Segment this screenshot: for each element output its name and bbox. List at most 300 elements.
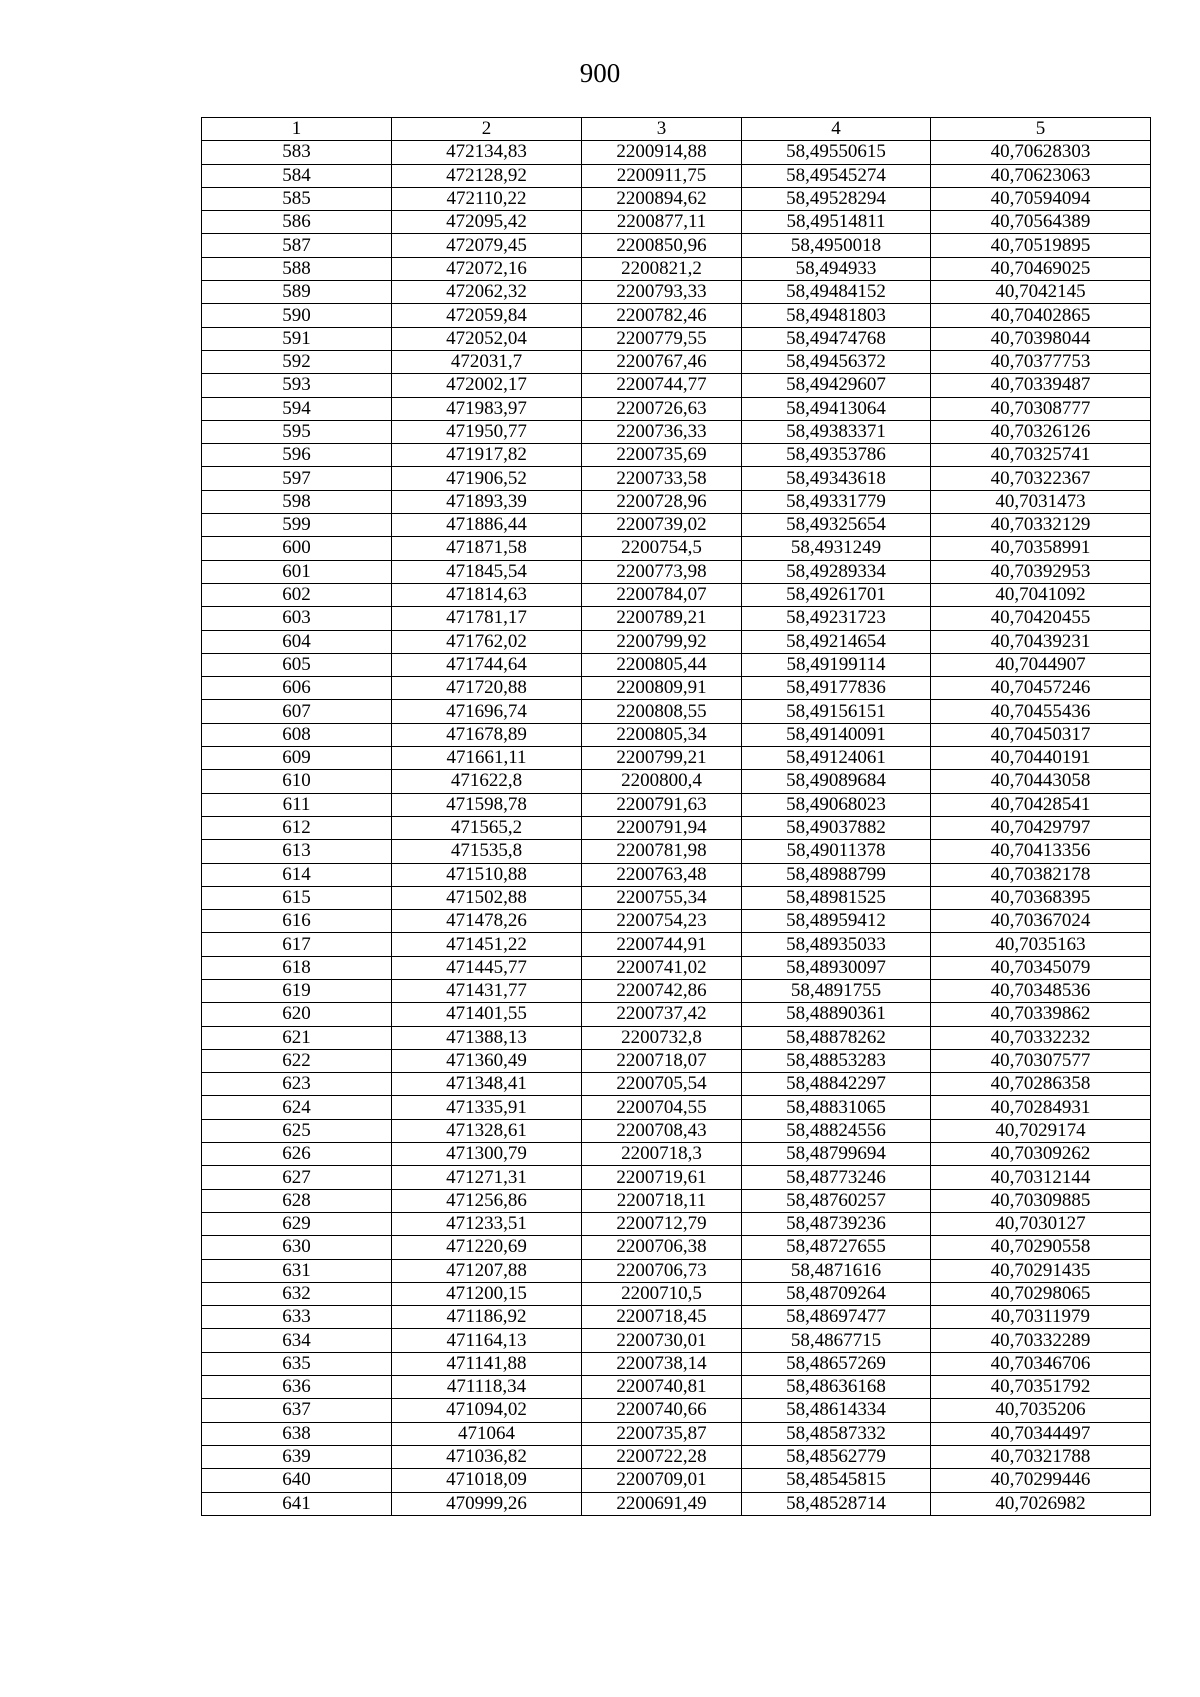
table-cell: 2200911,75 (582, 164, 742, 187)
table-cell: 40,70469025 (931, 257, 1151, 280)
table-cell: 2200773,98 (582, 560, 742, 583)
table-cell: 639 (202, 1445, 392, 1468)
table-cell: 40,70339862 (931, 1003, 1151, 1026)
table-body (202, 141, 1151, 1516)
table-cell: 635 (202, 1352, 392, 1375)
table-row (202, 700, 1151, 723)
table-row (202, 1282, 1151, 1305)
table-row (202, 1399, 1151, 1422)
table-cell: 590 (202, 304, 392, 327)
table-cell: 2200805,44 (582, 653, 742, 676)
table-cell: 40,70439231 (931, 630, 1151, 653)
table-cell: 2200821,2 (582, 257, 742, 280)
table-cell: 472128,92 (392, 164, 582, 187)
table-cell: 616 (202, 910, 392, 933)
table-cell: 58,48657269 (742, 1352, 931, 1375)
table-cell: 2200754,5 (582, 537, 742, 560)
table-cell: 2200730,01 (582, 1329, 742, 1352)
table-cell: 40,70450317 (931, 723, 1151, 746)
table-row (202, 1212, 1151, 1235)
table-cell: 471118,34 (392, 1376, 582, 1399)
table-row (202, 164, 1151, 187)
table-cell: 40,70440191 (931, 747, 1151, 770)
table-cell: 587 (202, 234, 392, 257)
table-cell: 472062,32 (392, 281, 582, 304)
table-cell: 471781,17 (392, 607, 582, 630)
table-cell: 58,49484152 (742, 281, 931, 304)
table-cell: 2200737,42 (582, 1003, 742, 1026)
table-cell: 471164,13 (392, 1329, 582, 1352)
table-cell: 2200877,11 (582, 211, 742, 234)
table-cell: 2200728,96 (582, 490, 742, 513)
table-cell: 2200755,34 (582, 886, 742, 909)
table-row (202, 1143, 1151, 1166)
table-cell: 2200809,91 (582, 677, 742, 700)
table-header-row (202, 118, 1151, 141)
table-row (202, 793, 1151, 816)
table-cell: 471678,89 (392, 723, 582, 746)
table-cell: 610 (202, 770, 392, 793)
table-cell: 592 (202, 350, 392, 373)
table-cell: 40,70367024 (931, 910, 1151, 933)
table-cell: 40,7044907 (931, 653, 1151, 676)
table-cell: 58,494933 (742, 257, 931, 280)
table-cell: 630 (202, 1236, 392, 1259)
table-cell: 58,48878262 (742, 1026, 931, 1049)
table-cell: 58,49231723 (742, 607, 931, 630)
table-row (202, 1469, 1151, 1492)
table-cell: 58,49089684 (742, 770, 931, 793)
table-cell: 2200740,81 (582, 1376, 742, 1399)
table-cell: 58,49545274 (742, 164, 931, 187)
table-cell: 2200706,73 (582, 1259, 742, 1282)
table-cell: 2200704,55 (582, 1096, 742, 1119)
table-cell: 471814,63 (392, 583, 582, 606)
table-cell: 636 (202, 1376, 392, 1399)
table-cell: 584 (202, 164, 392, 187)
table-cell: 2200799,92 (582, 630, 742, 653)
table-row (202, 420, 1151, 443)
table-cell: 471348,41 (392, 1073, 582, 1096)
table-cell: 40,7031473 (931, 490, 1151, 513)
table-cell: 613 (202, 840, 392, 863)
table-cell: 58,49343618 (742, 467, 931, 490)
table-cell: 471233,51 (392, 1212, 582, 1235)
table-row (202, 863, 1151, 886)
table-cell: 471983,97 (392, 397, 582, 420)
table-cell: 40,70428541 (931, 793, 1151, 816)
table-cell: 617 (202, 933, 392, 956)
table-cell: 58,4867715 (742, 1329, 931, 1352)
table-cell: 605 (202, 653, 392, 676)
table-row (202, 583, 1151, 606)
table-cell: 40,70298065 (931, 1282, 1151, 1305)
table-cell: 58,48760257 (742, 1189, 931, 1212)
table-cell: 40,70332129 (931, 514, 1151, 537)
table-cell: 40,70346706 (931, 1352, 1151, 1375)
table-cell: 58,49261701 (742, 583, 931, 606)
table-cell: 583 (202, 141, 392, 164)
table-row (202, 886, 1151, 909)
table-row (202, 956, 1151, 979)
table-cell: 600 (202, 537, 392, 560)
table-cell: 40,70398044 (931, 327, 1151, 350)
table-cell: 472059,84 (392, 304, 582, 327)
table-cell: 471565,2 (392, 816, 582, 839)
table-cell: 471535,8 (392, 840, 582, 863)
table-cell: 2200718,45 (582, 1306, 742, 1329)
table-cell: 472031,7 (392, 350, 582, 373)
table-cell: 632 (202, 1282, 392, 1305)
table-cell: 621 (202, 1026, 392, 1049)
table-cell: 596 (202, 444, 392, 467)
table-cell: 471186,92 (392, 1306, 582, 1329)
table-cell: 40,7042145 (931, 281, 1151, 304)
table-cell: 471094,02 (392, 1399, 582, 1422)
table-cell: 471141,88 (392, 1352, 582, 1375)
table-cell: 471036,82 (392, 1445, 582, 1468)
table-row (202, 1329, 1151, 1352)
table-cell: 40,70286358 (931, 1073, 1151, 1096)
table-row (202, 1376, 1151, 1399)
table-row (202, 560, 1151, 583)
table-row (202, 1422, 1151, 1445)
table-cell: 591 (202, 327, 392, 350)
table-cell: 58,48799694 (742, 1143, 931, 1166)
table-cell: 58,49528294 (742, 187, 931, 210)
column-header: 3 (582, 118, 742, 141)
table-cell: 638 (202, 1422, 392, 1445)
table-cell: 58,49068023 (742, 793, 931, 816)
table-row (202, 234, 1151, 257)
table-cell: 2200735,69 (582, 444, 742, 467)
table-cell: 471696,74 (392, 700, 582, 723)
table-cell: 40,70299446 (931, 1469, 1151, 1492)
table-cell: 58,48545815 (742, 1469, 931, 1492)
table-cell: 58,49550615 (742, 141, 931, 164)
table-cell: 40,70443058 (931, 770, 1151, 793)
table-cell: 40,70368395 (931, 886, 1151, 909)
table-cell: 597 (202, 467, 392, 490)
table-cell: 58,48959412 (742, 910, 931, 933)
table-cell: 40,70382178 (931, 863, 1151, 886)
table-cell: 58,49353786 (742, 444, 931, 467)
table-row (202, 1259, 1151, 1282)
table-cell: 618 (202, 956, 392, 979)
table-cell: 58,49214654 (742, 630, 931, 653)
table-cell: 40,70623063 (931, 164, 1151, 187)
table-row (202, 1119, 1151, 1142)
table-cell: 40,70348536 (931, 979, 1151, 1002)
table-cell: 2200741,02 (582, 956, 742, 979)
table-cell: 588 (202, 257, 392, 280)
table-cell: 2200706,38 (582, 1236, 742, 1259)
table-cell: 2200740,66 (582, 1399, 742, 1422)
table-cell: 40,70332289 (931, 1329, 1151, 1352)
table-cell: 58,49429607 (742, 374, 931, 397)
table-cell: 594 (202, 397, 392, 420)
table-row (202, 1073, 1151, 1096)
table-cell: 2200712,79 (582, 1212, 742, 1235)
table-cell: 471502,88 (392, 886, 582, 909)
table-cell: 58,49481803 (742, 304, 931, 327)
table-row (202, 537, 1151, 560)
table-cell: 2200744,77 (582, 374, 742, 397)
table-cell: 2200800,4 (582, 770, 742, 793)
table-cell: 471720,88 (392, 677, 582, 700)
table-cell: 40,70413356 (931, 840, 1151, 863)
table-cell: 640 (202, 1469, 392, 1492)
table-cell: 40,70284931 (931, 1096, 1151, 1119)
table-row (202, 257, 1151, 280)
table-cell: 2200708,43 (582, 1119, 742, 1142)
table-row (202, 141, 1151, 164)
table-cell: 58,48935033 (742, 933, 931, 956)
table-cell: 58,48773246 (742, 1166, 931, 1189)
table-cell: 602 (202, 583, 392, 606)
table-row (202, 770, 1151, 793)
table-cell: 471950,77 (392, 420, 582, 443)
table-cell: 471917,82 (392, 444, 582, 467)
table-row (202, 350, 1151, 373)
table-row (202, 490, 1151, 513)
table-cell: 472110,22 (392, 187, 582, 210)
table-cell: 472095,42 (392, 211, 582, 234)
table-cell: 625 (202, 1119, 392, 1142)
table-row (202, 677, 1151, 700)
table-cell: 2200805,34 (582, 723, 742, 746)
table-cell: 585 (202, 187, 392, 210)
table-cell: 471207,88 (392, 1259, 582, 1282)
table-cell: 2200735,87 (582, 1422, 742, 1445)
table-cell: 40,70344497 (931, 1422, 1151, 1445)
table-cell: 40,70402865 (931, 304, 1151, 327)
table-cell: 2200733,58 (582, 467, 742, 490)
table-cell: 607 (202, 700, 392, 723)
table-cell: 471886,44 (392, 514, 582, 537)
table-row (202, 1236, 1151, 1259)
table-cell: 58,48562779 (742, 1445, 931, 1468)
table-cell: 472134,83 (392, 141, 582, 164)
table-cell: 626 (202, 1143, 392, 1166)
table-cell: 40,70332232 (931, 1026, 1151, 1049)
table-cell: 471335,91 (392, 1096, 582, 1119)
table-cell: 58,49474768 (742, 327, 931, 350)
table-cell: 471622,8 (392, 770, 582, 793)
table-cell: 2200726,63 (582, 397, 742, 420)
table-cell: 2200709,01 (582, 1469, 742, 1492)
table-cell: 58,48528714 (742, 1492, 931, 1515)
table-cell: 471744,64 (392, 653, 582, 676)
table-cell: 2200719,61 (582, 1166, 742, 1189)
table-cell: 2200739,02 (582, 514, 742, 537)
table-cell: 40,7035163 (931, 933, 1151, 956)
table-cell: 58,49124061 (742, 747, 931, 770)
table-cell: 40,70312144 (931, 1166, 1151, 1189)
table-cell: 586 (202, 211, 392, 234)
table-cell: 2200710,5 (582, 1282, 742, 1305)
table-cell: 634 (202, 1329, 392, 1352)
column-header: 5 (931, 118, 1151, 141)
table-cell: 631 (202, 1259, 392, 1282)
table-row (202, 979, 1151, 1002)
table-cell: 2200914,88 (582, 141, 742, 164)
table-cell: 2200718,11 (582, 1189, 742, 1212)
table-row (202, 653, 1151, 676)
table-cell: 58,49011378 (742, 840, 931, 863)
table-cell: 2200791,94 (582, 816, 742, 839)
table-row (202, 1492, 1151, 1515)
table-cell: 471388,13 (392, 1026, 582, 1049)
table-row (202, 607, 1151, 630)
table-cell: 58,48890361 (742, 1003, 931, 1026)
table-cell: 40,70326126 (931, 420, 1151, 443)
table-cell: 40,70455436 (931, 700, 1151, 723)
table-cell: 603 (202, 607, 392, 630)
table-row (202, 1049, 1151, 1072)
table-cell: 608 (202, 723, 392, 746)
table-cell: 641 (202, 1492, 392, 1515)
table-cell: 40,70290558 (931, 1236, 1151, 1259)
table-cell: 58,49325654 (742, 514, 931, 537)
table-cell: 593 (202, 374, 392, 397)
table-cell: 40,70325741 (931, 444, 1151, 467)
table-cell: 471200,15 (392, 1282, 582, 1305)
table-cell: 2200791,63 (582, 793, 742, 816)
table-row (202, 444, 1151, 467)
table-cell: 58,49331779 (742, 490, 931, 513)
table-cell: 619 (202, 979, 392, 1002)
table-cell: 589 (202, 281, 392, 304)
table-cell: 58,48930097 (742, 956, 931, 979)
table-cell: 2200718,07 (582, 1049, 742, 1072)
table-cell: 628 (202, 1189, 392, 1212)
table-cell: 58,49037882 (742, 816, 931, 839)
table-cell: 595 (202, 420, 392, 443)
table-cell: 2200738,14 (582, 1352, 742, 1375)
table-cell: 2200691,49 (582, 1492, 742, 1515)
table-cell: 58,48709264 (742, 1282, 931, 1305)
table-cell: 2200808,55 (582, 700, 742, 723)
table-cell: 40,70339487 (931, 374, 1151, 397)
table-cell: 614 (202, 863, 392, 886)
table-cell: 609 (202, 747, 392, 770)
table-cell: 624 (202, 1096, 392, 1119)
table-cell: 471445,77 (392, 956, 582, 979)
table-cell: 40,70351792 (931, 1376, 1151, 1399)
table-row (202, 1026, 1151, 1049)
table-row (202, 304, 1151, 327)
table-cell: 472079,45 (392, 234, 582, 257)
column-header: 1 (202, 118, 392, 141)
table-cell: 472072,16 (392, 257, 582, 280)
table-cell: 627 (202, 1166, 392, 1189)
column-header: 2 (392, 118, 582, 141)
table-cell: 2200732,8 (582, 1026, 742, 1049)
table-cell: 40,70311979 (931, 1306, 1151, 1329)
table-row (202, 514, 1151, 537)
column-header: 4 (742, 118, 931, 141)
table-cell: 471762,02 (392, 630, 582, 653)
table-row (202, 723, 1151, 746)
table-cell: 58,49383371 (742, 420, 931, 443)
table-cell: 2200705,54 (582, 1073, 742, 1096)
page-number: 900 (579, 58, 621, 88)
table-cell: 2200767,46 (582, 350, 742, 373)
table-cell: 40,70309885 (931, 1189, 1151, 1212)
table-cell: 472002,17 (392, 374, 582, 397)
table-cell: 2200781,98 (582, 840, 742, 863)
table-cell: 58,48981525 (742, 886, 931, 909)
table-cell: 471328,61 (392, 1119, 582, 1142)
table-row (202, 1189, 1151, 1212)
table-cell: 40,70392953 (931, 560, 1151, 583)
table-cell: 58,48824556 (742, 1119, 931, 1142)
table-cell: 2200784,07 (582, 583, 742, 606)
table-cell: 40,70322367 (931, 467, 1151, 490)
table-cell: 633 (202, 1306, 392, 1329)
table-cell: 58,48988799 (742, 863, 931, 886)
table-cell: 40,70564389 (931, 211, 1151, 234)
table-row (202, 630, 1151, 653)
table-cell: 58,48842297 (742, 1073, 931, 1096)
table-cell: 471598,78 (392, 793, 582, 816)
table-cell: 58,49140091 (742, 723, 931, 746)
table-cell: 471220,69 (392, 1236, 582, 1259)
table-cell: 58,48853283 (742, 1049, 931, 1072)
table-cell: 58,48587332 (742, 1422, 931, 1445)
table-cell: 58,49413064 (742, 397, 931, 420)
table-cell: 612 (202, 816, 392, 839)
table-row (202, 1003, 1151, 1026)
table-cell: 58,4950018 (742, 234, 931, 257)
table-cell: 58,48697477 (742, 1306, 931, 1329)
table-cell: 471871,58 (392, 537, 582, 560)
table-cell: 58,49514811 (742, 211, 931, 234)
table-cell: 622 (202, 1049, 392, 1072)
table-cell: 620 (202, 1003, 392, 1026)
table-cell: 471661,11 (392, 747, 582, 770)
table-cell: 58,4931249 (742, 537, 931, 560)
table-row (202, 747, 1151, 770)
table-cell: 2200722,28 (582, 1445, 742, 1468)
table-cell: 40,7029174 (931, 1119, 1151, 1142)
table-cell: 40,70457246 (931, 677, 1151, 700)
table-cell: 472052,04 (392, 327, 582, 350)
table-cell: 2200799,21 (582, 747, 742, 770)
table-row (202, 840, 1151, 863)
table-cell: 471401,55 (392, 1003, 582, 1026)
table-cell: 471906,52 (392, 467, 582, 490)
table-cell: 2200736,33 (582, 420, 742, 443)
table-cell: 40,70321788 (931, 1445, 1151, 1468)
table-cell: 2200718,3 (582, 1143, 742, 1166)
table-row (202, 211, 1151, 234)
table-cell: 58,48739236 (742, 1212, 931, 1235)
table-cell: 40,7041092 (931, 583, 1151, 606)
table-cell: 58,48614334 (742, 1399, 931, 1422)
table-cell: 2200793,33 (582, 281, 742, 304)
table-cell: 471256,86 (392, 1189, 582, 1212)
table-row (202, 1445, 1151, 1468)
table-cell: 58,4891755 (742, 979, 931, 1002)
table-cell: 40,70345079 (931, 956, 1151, 979)
table-cell: 615 (202, 886, 392, 909)
table-cell: 471893,39 (392, 490, 582, 513)
table-cell: 471300,79 (392, 1143, 582, 1166)
table-cell: 471431,77 (392, 979, 582, 1002)
table-cell: 599 (202, 514, 392, 537)
